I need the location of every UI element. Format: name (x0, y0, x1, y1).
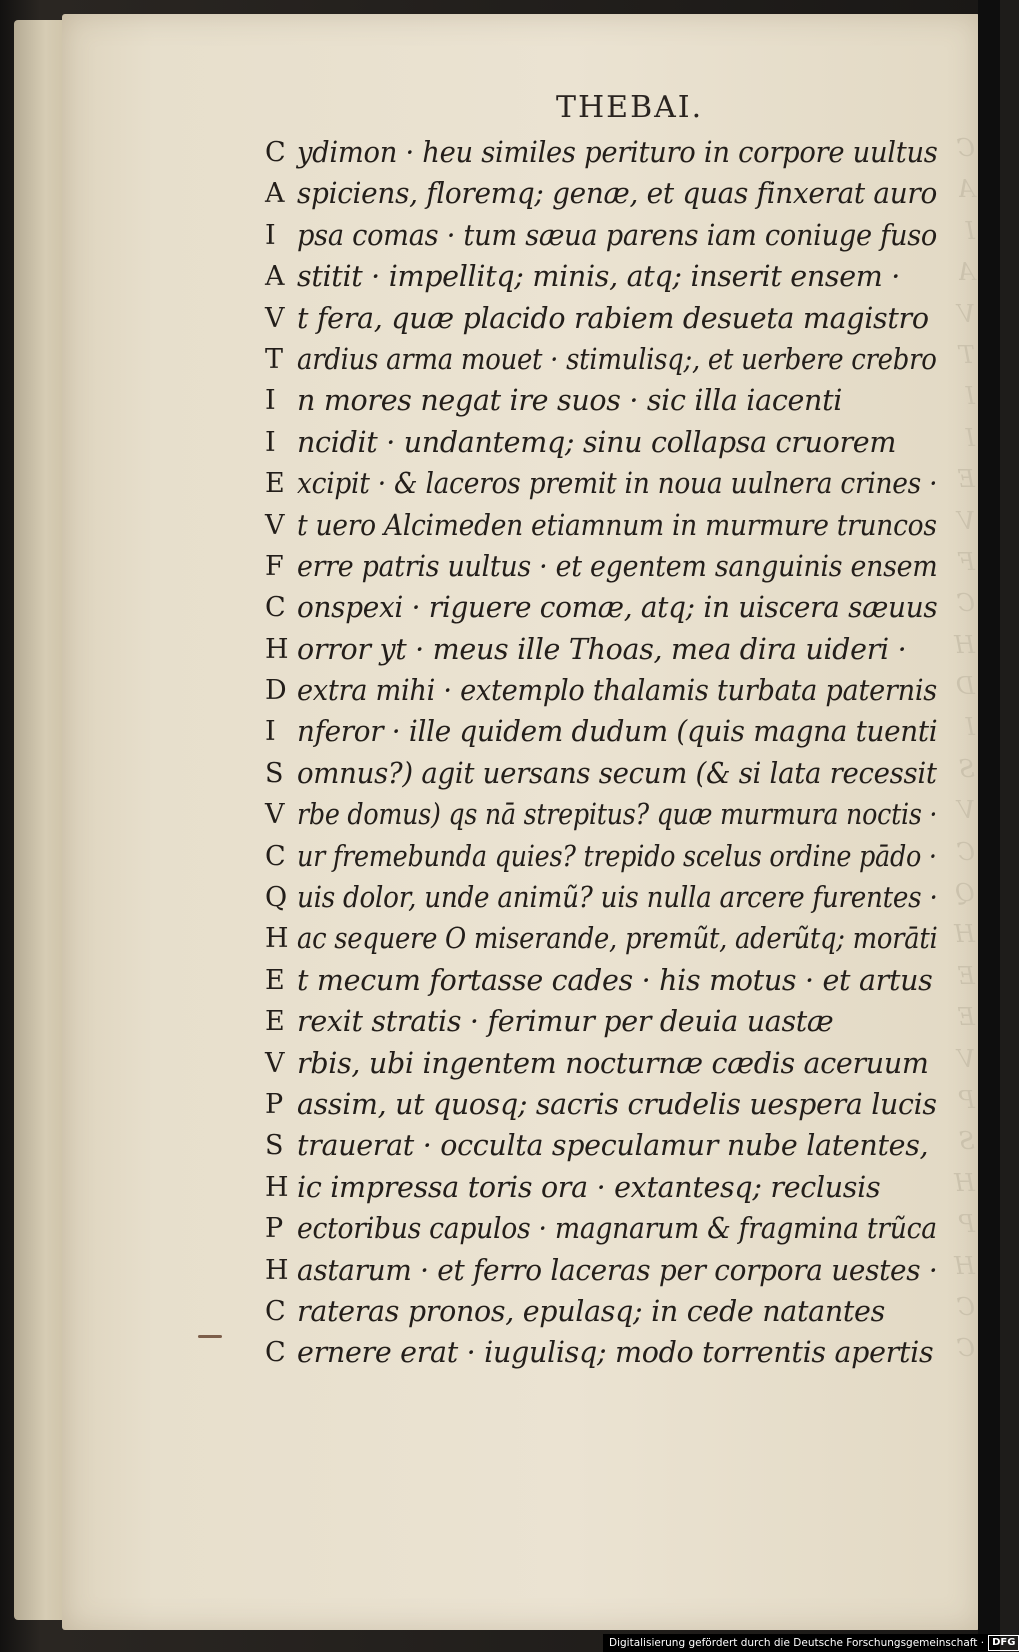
verse-line (265, 1332, 965, 1373)
line-initial: H (265, 633, 289, 665)
line-text: onspexi · riguere comæ, atq; in uiscera sæuus (297, 591, 938, 625)
verse-line (265, 1001, 965, 1042)
line-initial: C (265, 840, 286, 872)
line-text: spiciens, floremq; genæ, et quas finxerat auro (297, 177, 937, 211)
show-through-line: A (957, 175, 975, 204)
line-initial: S (265, 757, 284, 789)
digitization-credit-bar (603, 1634, 1016, 1652)
verse-line (265, 1167, 965, 1208)
line-initial: E (265, 964, 285, 996)
verse-line (265, 173, 965, 214)
line-text: xcipit · & laceros premit in noua uulnera crines · (297, 467, 938, 501)
show-through-line: V (957, 299, 975, 328)
line-initial: S (265, 1130, 284, 1162)
line-initial: P (265, 1213, 284, 1245)
verse-line (265, 1084, 965, 1125)
line-text: rbis, ubi ingentem nocturnæ cædis aceruum (297, 1046, 929, 1080)
line-text: n mores negat ire suos · sic illa iacenti (297, 384, 843, 418)
running-head: THEBAI. (556, 90, 704, 125)
line-text: stitit · impellitq; minis, atq; inserit ensem · (297, 260, 901, 294)
show-through-line: E (957, 961, 975, 990)
show-through-line: V (957, 1044, 975, 1073)
verse-line (265, 753, 965, 794)
line-initial: H (265, 1171, 289, 1203)
line-text: ectoribus capulos · magnarum & fragmina trũca (297, 1212, 937, 1246)
show-through-line: H (954, 1251, 975, 1280)
show-through-line: F (958, 547, 975, 576)
line-initial: I (265, 385, 276, 417)
show-through-line: E (957, 1003, 975, 1032)
verse-line (265, 960, 965, 1001)
previous-page-edge (14, 20, 66, 1620)
verse-line (265, 1125, 965, 1166)
credit-text: Digitalisierung gefördert durch die Deutsche Forschungsgemeinschaft · (609, 1637, 985, 1649)
line-initial: I (265, 716, 276, 748)
line-text: assim, ut quosq; sacris crudelis uespera lucis (297, 1087, 937, 1121)
verse-line (265, 877, 965, 918)
line-text: extra mihi · extemplo thalamis turbata paternis (297, 674, 937, 708)
verse-line (265, 629, 965, 670)
line-text: erre patris uultus · et egentem sanguinis ensem (297, 549, 938, 583)
verse-line (265, 1208, 965, 1249)
show-through-line: A (957, 258, 975, 287)
line-text: psa comas · tum sæua parens iam coniuge fuso (297, 218, 937, 252)
line-initial: C (265, 1295, 286, 1327)
show-through-line: H (954, 630, 975, 659)
line-initial: H (265, 923, 289, 955)
line-text: t mecum fortasse cades · his motus · et artus (297, 963, 933, 997)
line-initial: V (265, 799, 285, 831)
line-text: ernere erat · iugulisq; modo torrentis apertis (297, 1336, 934, 1370)
show-through-line: I (965, 216, 975, 245)
line-initial: C (265, 592, 286, 624)
verse-line (265, 1250, 965, 1291)
line-text: ic impressa toris ora · extantesq; reclusis (297, 1170, 881, 1204)
line-initial: T (265, 343, 284, 375)
show-through-line: C (956, 589, 975, 618)
line-initial: V (265, 302, 285, 334)
line-text: trauerat · occulta speculamur nube latentes, (297, 1129, 929, 1163)
show-through-line: E (957, 465, 975, 494)
verse-line (265, 836, 965, 877)
verse-line (265, 1043, 965, 1084)
verse-line (265, 298, 965, 339)
show-through-line: P (958, 1210, 975, 1239)
line-text: uis dolor, unde animũ? uis nulla arcere furentes · (297, 881, 938, 915)
show-through-line: S (958, 1127, 975, 1156)
line-initial: E (265, 468, 285, 500)
line-initial: A (265, 178, 285, 210)
line-text: ydimon · heu similes perituro in corpore uultus (297, 136, 938, 169)
margin-mark (198, 1335, 222, 1338)
line-text: nferor · ille quidem dudum (quis magna tuenti (297, 715, 938, 749)
verse-line (265, 505, 965, 546)
line-text: t fera, quæ placido rabiem desueta magistro (297, 301, 929, 335)
line-initial: V (265, 1047, 285, 1079)
show-through-line: C (956, 837, 975, 866)
line-initial: Q (265, 882, 288, 914)
verse-line (265, 1291, 965, 1332)
verse-line (265, 587, 965, 628)
line-initial: I (265, 426, 276, 458)
verse-line (265, 670, 965, 711)
line-text: astarum · et ferro laceras per corpora uestes · (297, 1253, 938, 1287)
verse-line (265, 794, 965, 835)
verse-line (265, 711, 965, 752)
line-initial: I (265, 219, 276, 251)
show-through-line: C (956, 1292, 975, 1321)
line-initial: V (265, 509, 285, 541)
line-text: ncidit · undantemq; sinu collapsa cruorem (297, 425, 897, 459)
show-through-line: H (954, 920, 975, 949)
line-text: rexit stratis · ferimur per deuia uastæ (297, 1005, 834, 1039)
line-initial: D (265, 675, 287, 707)
show-through-line: D (955, 672, 975, 701)
verse-line (265, 215, 965, 256)
show-through-line: Q (955, 879, 975, 908)
show-through-line: C (956, 134, 975, 162)
show-through-line: S (958, 754, 975, 783)
verse-line (265, 463, 965, 504)
verse-line (265, 339, 965, 380)
line-text: rateras pronos, epulasq; in cede natantes (297, 1294, 885, 1328)
line-initial: A (265, 261, 285, 293)
line-text: ur fremebunda quies? trepido scelus ordine pādo · (297, 839, 937, 873)
line-text: rbe domus) qs nā strepitus? quæ murmura noctis · (297, 798, 938, 832)
line-text: ac sequere O miserande, premũt, aderũtq; morāti (297, 922, 938, 956)
line-initial: P (265, 1088, 284, 1120)
verse-line (265, 918, 965, 959)
show-through-line: I (965, 713, 975, 742)
verse-line (265, 380, 965, 421)
line-initial: C (265, 137, 286, 168)
show-through-line: I (965, 423, 975, 452)
scan-border (978, 0, 1000, 1652)
show-through-line: P (958, 1085, 975, 1114)
line-text: t uero Alcimeden etiamnum in murmure truncos (297, 508, 937, 542)
show-through-line: T (958, 340, 975, 369)
verse-line (265, 422, 965, 463)
line-initial: C (265, 1337, 286, 1369)
line-text: omnus?) agit uersans secum (& si lata recessit (297, 756, 937, 790)
show-through-line: I (965, 382, 975, 411)
show-through-line: V (957, 506, 975, 535)
verse-line (265, 132, 965, 173)
line-text: orror yt · meus ille Thoas, mea dira uideri · (297, 632, 907, 666)
line-initial: F (265, 550, 284, 582)
verse-line (265, 546, 965, 587)
verse-block (265, 132, 965, 1374)
dfg-logo: DFG (988, 1635, 1019, 1651)
line-initial: H (265, 1254, 289, 1286)
line-text: ardius arma mouet · stimulisq;, et uerbere crebro (297, 342, 937, 376)
show-through-line: C (956, 1334, 975, 1363)
show-through-line: V (957, 796, 975, 825)
line-initial: E (265, 1006, 285, 1038)
show-through-line: H (954, 1168, 975, 1197)
verse-line (265, 256, 965, 297)
